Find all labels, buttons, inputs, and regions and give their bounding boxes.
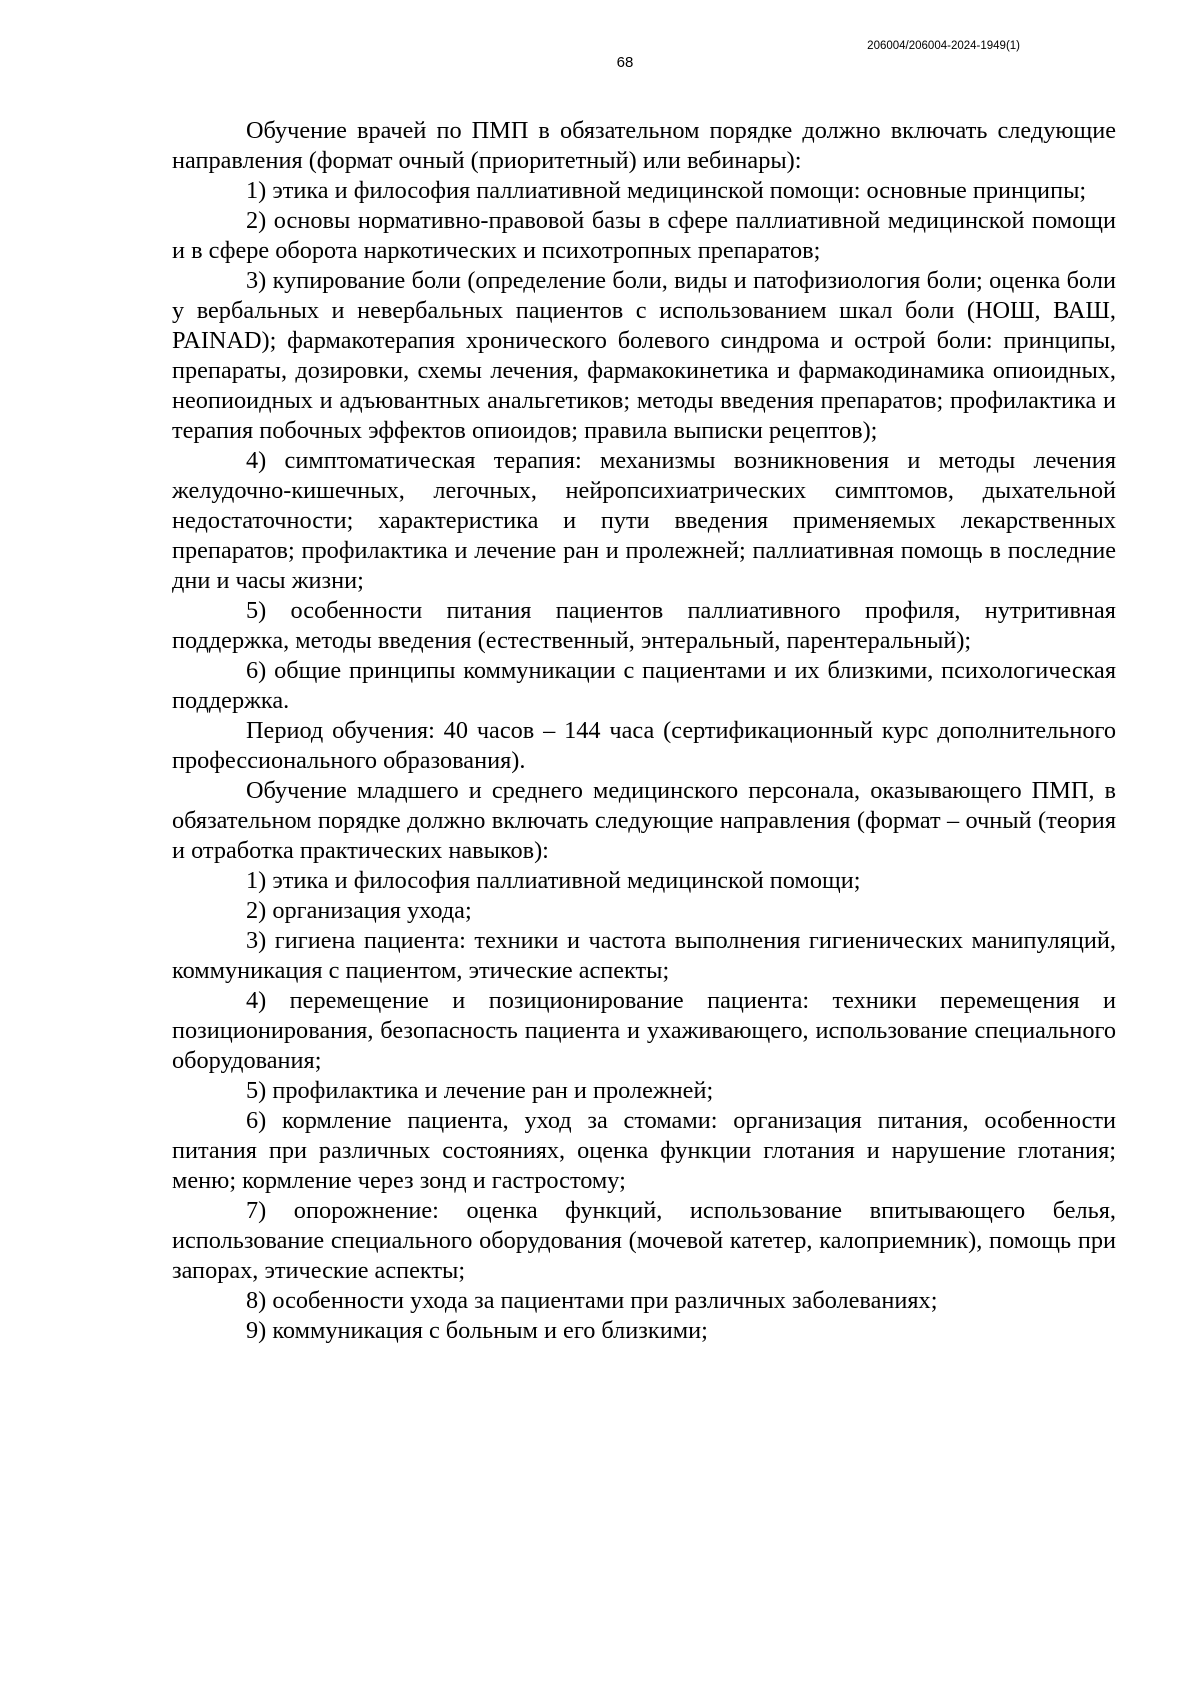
list-item-nurse-4: 4) перемещение и позиционирование пациента: техники перемещения и позиционирования, безопасность пациента и ухаживающего, использование специального оборудования; [172, 987, 1116, 1074]
list-item-doctor-6: 6) общие принципы коммуникации с пациентами и их близкими, психологическая поддержка. [172, 657, 1116, 714]
paragraph-training-period: Период обучения: 40 часов – 144 часа (сертификационный курс дополнительного профессионального образования). [172, 717, 1116, 774]
list-item-doctor-1: 1) этика и философия паллиативной медицинской помощи: основные принципы; [246, 177, 1087, 204]
list-item-nurse-7: 7) опорожнение: оценка функций, использование впитывающего белья, использование специального оборудования (мочевой катетер, калоприемник), помощь при запорах, этические аспекты; [172, 1197, 1116, 1284]
list-item-nurse-3: 3) гигиена пациента: техники и частота выполнения гигиенических манипуляций, коммуникация с пациентом, этические аспекты; [172, 927, 1116, 984]
list-item-nurse-8: 8) особенности ухода за пациентами при различных заболеваниях; [246, 1287, 938, 1314]
list-item-nurse-9: 9) коммуникация с больным и его близкими; [246, 1317, 708, 1344]
list-item-nurse-5: 5) профилактика и лечение ран и пролежней; [246, 1077, 714, 1104]
paragraph-nurse-training-intro: Обучение младшего и среднего медицинского персонала, оказывающего ПМП, в обязательном порядке должно включать следующие направления (формат – очный (теория и отработка практических навыков): [172, 777, 1116, 864]
list-item-nurse-2: 2) организация ухода; [246, 897, 472, 924]
paragraph-doctor-training-intro: Обучение врачей по ПМП в обязательном порядке должно включать следующие направления (формат очный (приоритетный) или вебинары): [172, 117, 1116, 174]
page-number: 68 [616, 54, 634, 71]
document-body [172, 116, 1116, 1346]
list-item-nurse-1: 1) этика и философия паллиативной медицинской помощи; [246, 867, 861, 894]
list-item-doctor-4: 4) симптоматическая терапия: механизмы возникновения и методы лечения желудочно-кишечных, легочных, нейропсихиатрических симптомов, дыхательной недостаточности; характеристика и пути введения применяемых лекарственных препаратов; профилактика и лечение ран и пролежней; паллиативная помощь в последние дни и часы жизни; [172, 447, 1116, 594]
list-item-doctor-5: 5) особенности питания пациентов паллиативного профиля, нутритивная поддержка, методы введения (естественный, энтеральный, парентеральный); [172, 597, 1116, 654]
list-item-doctor-2: 2) основы нормативно-правовой базы в сфере паллиативной медицинской помощи и в сфере оборота наркотических и психотропных препаратов; [172, 207, 1116, 264]
list-item-doctor-3: 3) купирование боли (определение боли, виды и патофизиология боли; оценка боли у вербальных и невербальных пациентов с использованием шкал боли (НОШ, ВАШ, PAINAD); фармакотерапия хронического болевого синдрома и острой боли: принципы, препараты, дозировки, схемы лечения, фармакокинетика и фармакодинамика опиоидных, неопиоидных и адъювантных анальгетиков; методы введения препаратов; профилактика и терапия побочных эффектов опиоидов; правила выписки рецептов); [172, 267, 1116, 444]
list-item-nurse-6: 6) кормление пациента, уход за стомами: организация питания, особенности питания при различных состояниях, оценка функции глотания и нарушение глотания; меню; кормление через зонд и гастростому; [172, 1107, 1116, 1194]
document-id: 206004/206004-2024-1949(1) [867, 40, 1020, 52]
